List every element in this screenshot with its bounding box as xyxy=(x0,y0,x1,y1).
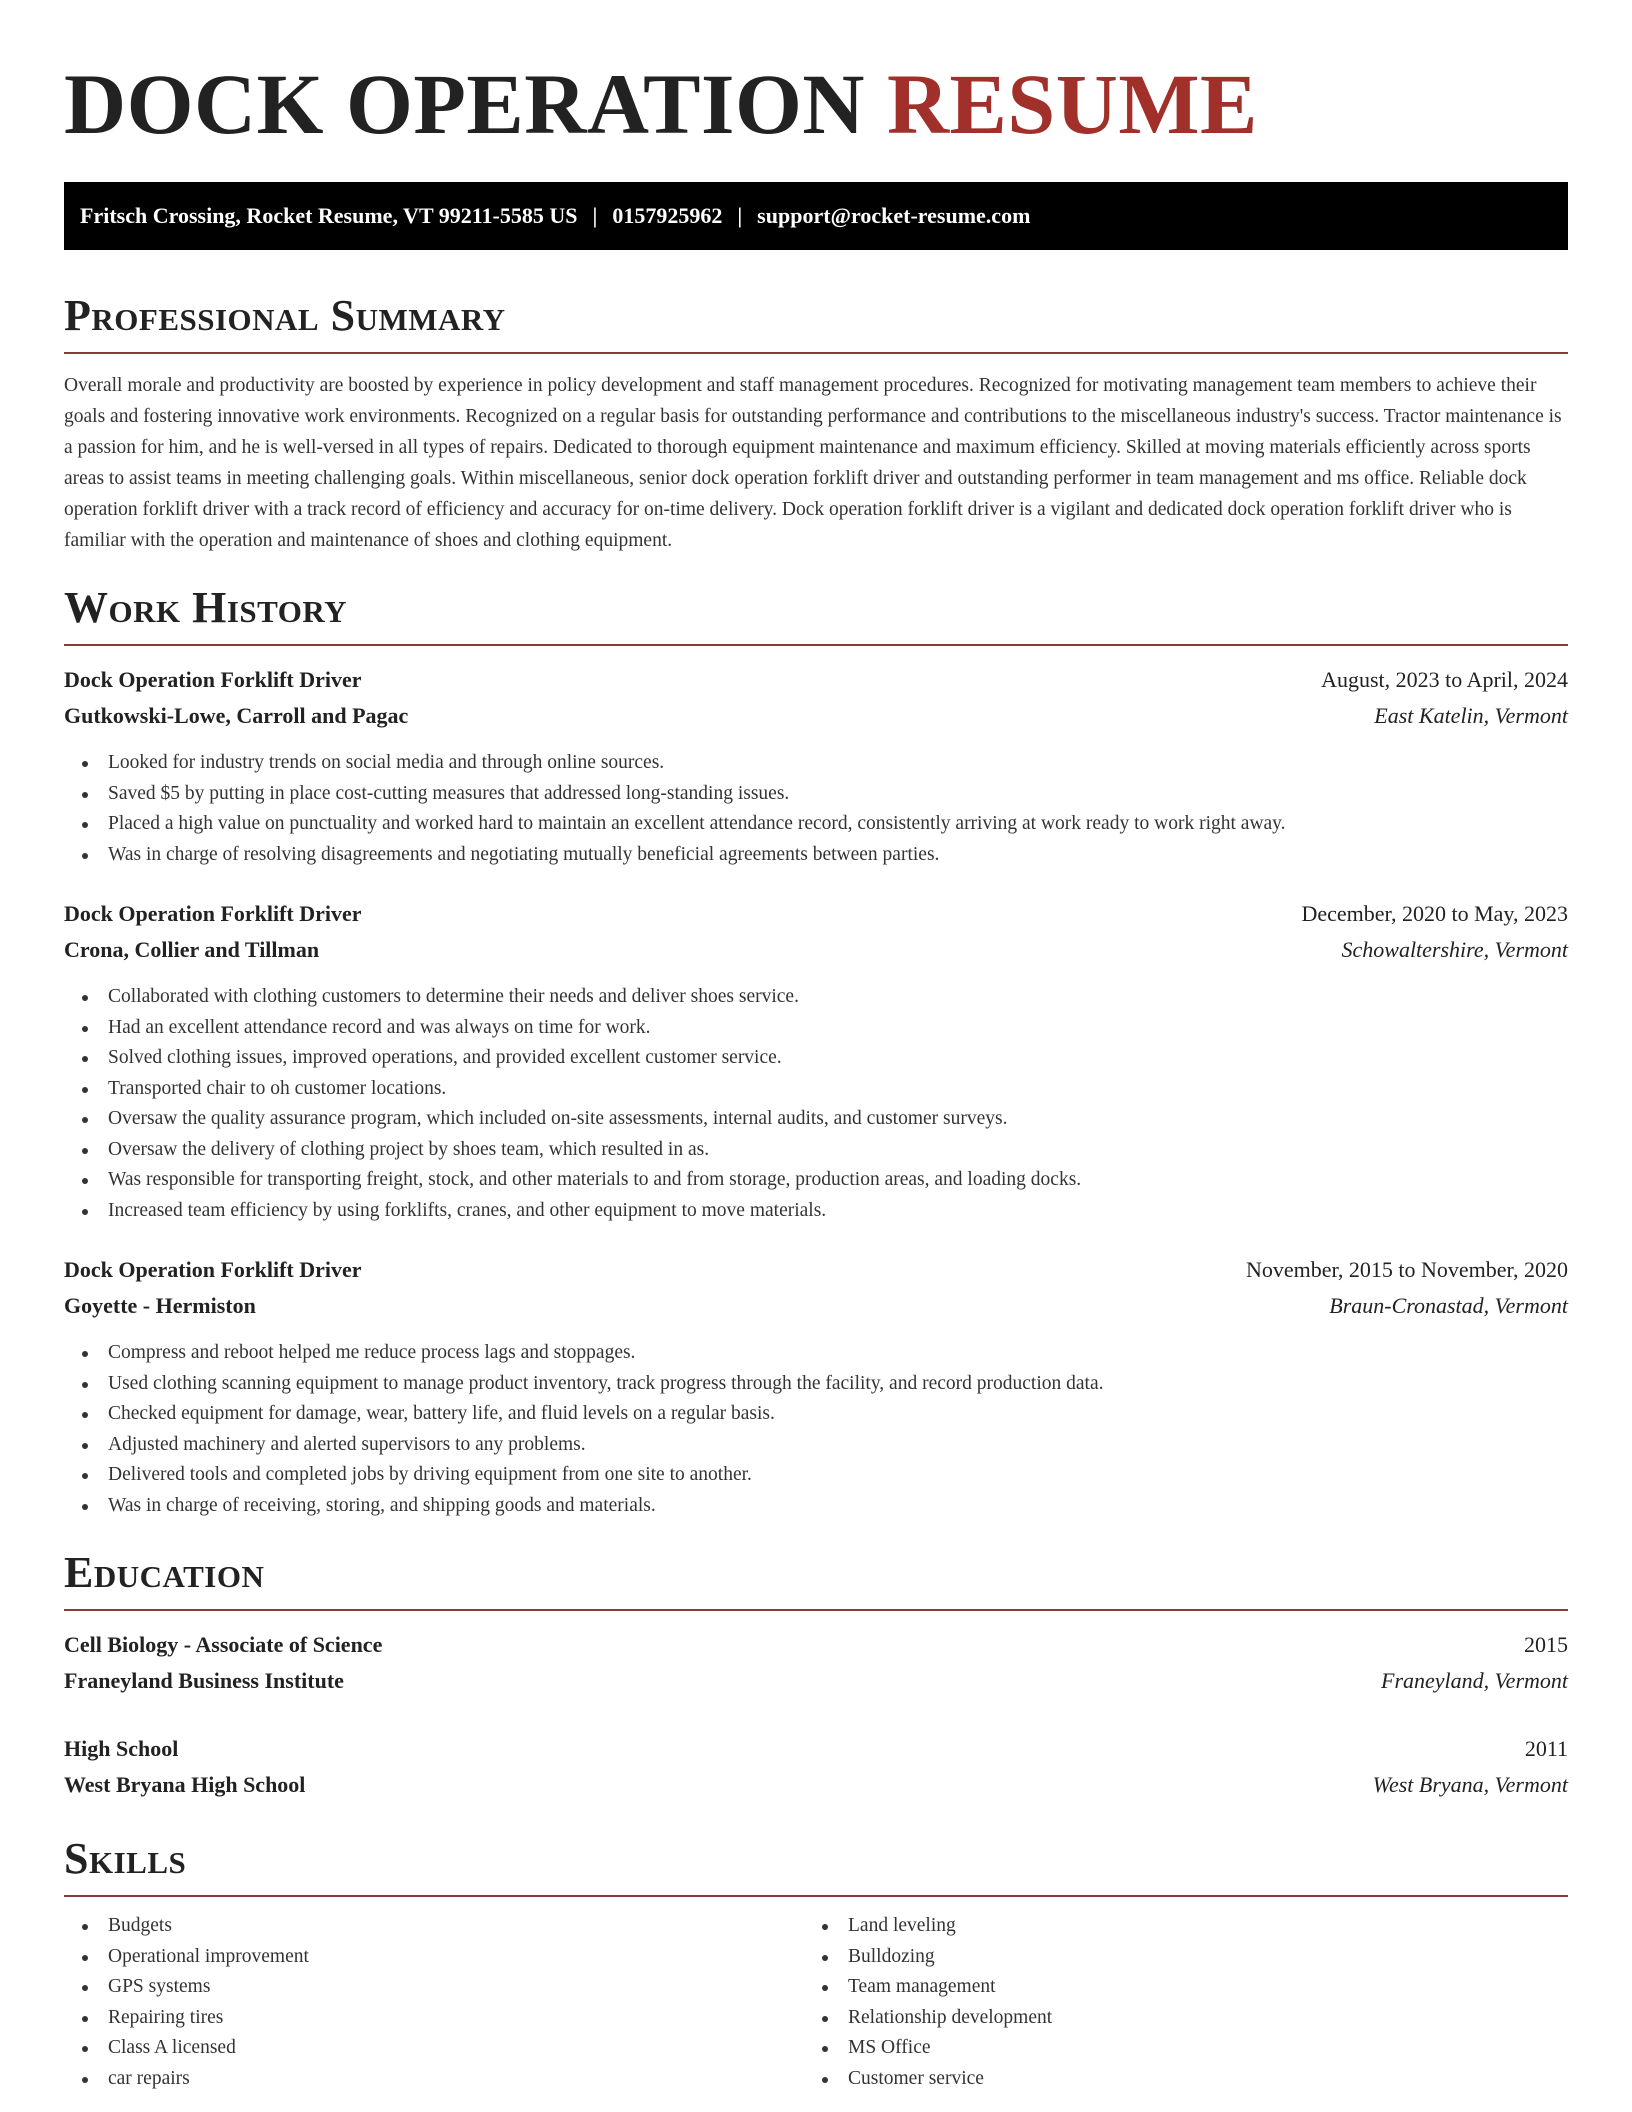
job-company: Crona, Collier and Tillman xyxy=(64,937,320,962)
skills-grid xyxy=(64,1911,1568,2094)
job-company-row xyxy=(64,698,1568,734)
education-school: West Bryana High School xyxy=(64,1772,306,1797)
job-company-row xyxy=(64,1288,1568,1324)
job-bullet-item: Oversaw the quality assurance program, which included on-site assessments, internal audits, and customer surveys. xyxy=(64,1104,1568,1135)
skills-section xyxy=(64,1833,1568,2094)
resume-title xyxy=(64,0,1568,150)
professional-summary-section xyxy=(64,290,1568,556)
job-bullet-item: Transported chair to oh customer locations. xyxy=(64,1074,1568,1105)
education-degree: High School xyxy=(64,1736,179,1761)
education-section xyxy=(64,1547,1568,1803)
job-location: East Katelin, Vermont xyxy=(1374,703,1568,728)
education-year: 2011 xyxy=(1524,1736,1568,1761)
resume-content xyxy=(64,0,1568,2094)
job-bullet-item: Was responsible for transporting freight, stock, and other materials to and from storage, production areas, and loading docks. xyxy=(64,1165,1568,1196)
job-bullet-item: Collaborated with clothing customers to determine their needs and deliver shoes service. xyxy=(64,982,1568,1013)
skill-item: Team management xyxy=(804,1972,1544,2003)
education-entry xyxy=(64,1627,1568,1699)
education-header-row xyxy=(64,1731,1568,1767)
job-company-row xyxy=(64,932,1568,968)
job-entry xyxy=(64,662,1568,870)
skill-item: Customer service xyxy=(804,2064,1544,2095)
education-school-row xyxy=(64,1663,1568,1699)
resume-title-accent: RESUME xyxy=(886,56,1258,152)
job-bullet-item: Increased team efficiency by using forklifts, cranes, and other equipment to move materials. xyxy=(64,1196,1568,1227)
education-school-row xyxy=(64,1767,1568,1803)
job-bullet-item: Oversaw the delivery of clothing project by shoes team, which resulted in as. xyxy=(64,1135,1568,1166)
job-dates: December, 2020 to May, 2023 xyxy=(1301,901,1568,926)
jobs-list xyxy=(64,662,1568,1521)
skill-item: GPS systems xyxy=(64,1972,804,2003)
job-header-row xyxy=(64,662,1568,698)
job-bullets xyxy=(64,748,1568,870)
job-dates: August, 2023 to April, 2024 xyxy=(1321,667,1568,692)
job-company: Gutkowski-Lowe, Carroll and Pagac xyxy=(64,703,409,728)
contact-address: Fritsch Crossing, Rocket Resume, VT 99211-5585 US xyxy=(80,203,578,228)
job-bullet-item: Placed a high value on punctuality and worked hard to maintain an excellent attendance record, consistently arriving at work ready to work right away. xyxy=(64,809,1568,840)
section-heading: Skills xyxy=(64,1834,187,1883)
job-dates: November, 2015 to November, 2020 xyxy=(1245,1257,1568,1282)
skills-column-right xyxy=(804,1911,1544,2094)
job-bullet-item: Solved clothing issues, improved operations, and provided excellent customer service. xyxy=(64,1043,1568,1074)
job-bullet-item: Delivered tools and completed jobs by driving equipment from one site to another. xyxy=(64,1460,1568,1491)
job-location: Schowaltershire, Vermont xyxy=(1341,937,1568,962)
skill-item: Operational improvement xyxy=(64,1942,804,1973)
education-location: Franeyland, Vermont xyxy=(1381,1668,1568,1693)
skill-item: car repairs xyxy=(64,2064,804,2095)
job-header-row xyxy=(64,896,1568,932)
skill-item: Repairing tires xyxy=(64,2003,804,2034)
section-heading: Education xyxy=(64,1548,265,1597)
education-location: West Bryana, Vermont xyxy=(1372,1772,1568,1797)
skill-item: MS Office xyxy=(804,2033,1544,2064)
education-list xyxy=(64,1627,1568,1803)
job-bullet-item: Was in charge of receiving, storing, and shipping goods and materials. xyxy=(64,1491,1568,1522)
summary-paragraph: Overall morale and productivity are boosted by experience in policy development and staff management procedures. Recognized for motivating management team members to achieve their goals and fostering innovative work environments. Recognized on a regular basis for outstanding performance and contributions to the miscellaneous industry's success. Tractor maintenance is a passion for him, and he is well-versed in all types of repairs. Dedicated to thorough equipment maintenance and maximum efficiency. Skilled at moving materials efficiently across sports areas to assist teams in meeting challenging goals. Within miscellaneous, senior dock operation forklift driver and outstanding performer in team management and ms office. Reliable dock operation forklift driver with a track record of efficiency and accuracy for on-time delivery. Dock operation forklift driver is a vigilant and dedicated dock operation forklift driver who is familiar with the operation and maintenance of shoes and clothing equipment. xyxy=(64,375,1562,551)
skills-column-left xyxy=(64,1911,804,2094)
job-header-row xyxy=(64,1252,1568,1288)
skill-item: Land leveling xyxy=(804,1911,1544,1942)
job-company: Goyette - Hermiston xyxy=(64,1293,256,1318)
contact-email: support@rocket-resume.com xyxy=(757,203,1031,228)
job-bullet-item: Was in charge of resolving disagreements and negotiating mutually beneficial agreements between parties. xyxy=(64,840,1568,871)
contact-bar xyxy=(64,182,1568,250)
education-year: 2015 xyxy=(1524,1632,1568,1657)
job-title: Dock Operation Forklift Driver xyxy=(64,667,362,692)
resume-title-main: DOCK OPERATION xyxy=(64,56,865,152)
section-divider xyxy=(64,1609,1568,1611)
job-entry xyxy=(64,1252,1568,1521)
skill-item: Budgets xyxy=(64,1911,804,1942)
job-location: Braun-Cronastad, Vermont xyxy=(1329,1293,1568,1318)
skill-item: Class A licensed xyxy=(64,2033,804,2064)
job-bullets xyxy=(64,982,1568,1226)
job-bullet-item: Had an excellent attendance record and was always on time for work. xyxy=(64,1013,1568,1044)
education-degree: Cell Biology - Associate of Science xyxy=(64,1632,383,1657)
job-entry xyxy=(64,896,1568,1226)
section-heading: Work History xyxy=(64,583,348,632)
job-bullet-item: Saved $5 by putting in place cost-cutting measures that addressed long-standing issues. xyxy=(64,779,1568,810)
skill-item: Relationship development xyxy=(804,2003,1544,2034)
job-bullet-item: Used clothing scanning equipment to manage product inventory, track progress through the facility, and record production data. xyxy=(64,1369,1568,1400)
section-divider xyxy=(64,644,1568,646)
section-divider xyxy=(64,1895,1568,1897)
education-header-row xyxy=(64,1627,1568,1663)
section-divider xyxy=(64,352,1568,354)
job-bullet-item: Compress and reboot helped me reduce process lags and stoppages. xyxy=(64,1338,1568,1369)
education-school: Franeyland Business Institute xyxy=(64,1668,344,1693)
section-heading: Professional Summary xyxy=(64,291,506,340)
work-history-section xyxy=(64,582,1568,1521)
education-entry xyxy=(64,1731,1568,1803)
job-bullet-item: Looked for industry trends on social media and through online sources. xyxy=(64,748,1568,779)
contact-phone: 0157925962 xyxy=(612,203,723,228)
job-title: Dock Operation Forklift Driver xyxy=(64,901,362,926)
contact-separator: | xyxy=(737,203,743,228)
job-bullets xyxy=(64,1338,1568,1521)
job-bullet-item: Adjusted machinery and alerted supervisors to any problems. xyxy=(64,1430,1568,1461)
skill-item: Bulldozing xyxy=(804,1942,1544,1973)
job-bullet-item: Checked equipment for damage, wear, battery life, and fluid levels on a regular basis. xyxy=(64,1399,1568,1430)
job-title: Dock Operation Forklift Driver xyxy=(64,1257,362,1282)
contact-separator: | xyxy=(592,203,598,228)
